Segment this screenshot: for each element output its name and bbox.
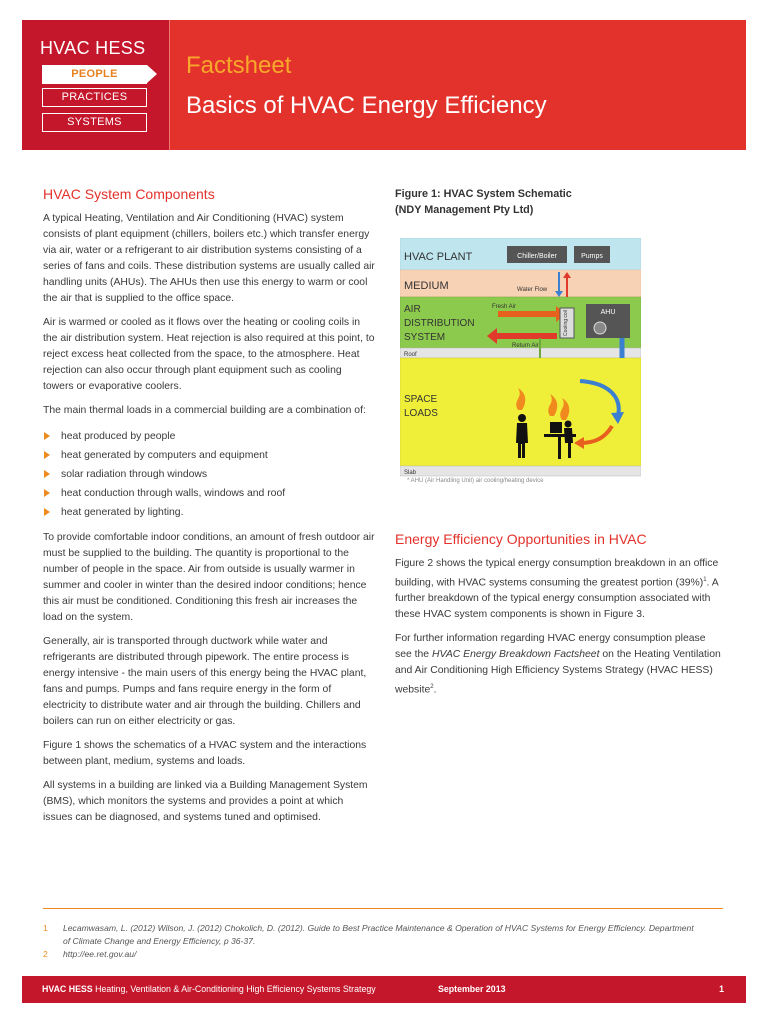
paragraph: The main thermal loads in a commercial building are a combination of: bbox=[43, 405, 366, 416]
footer-strategy: Heating, Ventilation & Air-Conditioning High Efficiency Systems Strategy bbox=[92, 984, 376, 994]
medium-label: MEDIUM bbox=[404, 280, 449, 292]
air-label-1: AIR bbox=[404, 304, 421, 315]
figure-caption-title: Figure 1: HVAC System Schematic bbox=[395, 188, 572, 200]
paragraph: For further information regarding HVAC energy consumption please see the HVAC Energy Breakdown Factsheet on the Heating Ventilation and Air Conditioning High Efficiency Systems Strategy (HVAC HESS) website$^2$. bbox=[395, 633, 721, 696]
bullet-arrow-icon bbox=[44, 451, 50, 459]
figure-caption bbox=[395, 186, 725, 218]
space-label-2: LOADS bbox=[404, 408, 438, 419]
space-label-1: SPACE bbox=[404, 394, 438, 405]
brand-title: HVAC HESS bbox=[40, 38, 146, 58]
footer-brand: HVAC HESS bbox=[42, 984, 93, 994]
plant-label: HVAC PLANT bbox=[404, 251, 473, 263]
bullet-arrow-icon bbox=[44, 432, 50, 440]
paragraph: Figure 1 shows the schematics of a HVAC system and the interactions between plant, medium, systems and loads. bbox=[43, 740, 367, 767]
nav-practices[interactable]: PRACTICES bbox=[42, 88, 147, 107]
footnote-link[interactable]: http://ee.ret.gov.au/ bbox=[63, 949, 137, 959]
list-item: heat generated by computers and equipment bbox=[43, 446, 375, 465]
nav-systems[interactable]: SYSTEMS bbox=[42, 113, 147, 132]
slab-band bbox=[400, 466, 641, 476]
footer-date: September 2013 bbox=[438, 984, 506, 994]
bullet-arrow-icon bbox=[44, 470, 50, 478]
roof-label: Roof bbox=[404, 352, 417, 358]
ahu-label: AHU bbox=[600, 309, 616, 316]
factsheet-reference: HVAC Energy Breakdown Factsheet bbox=[431, 649, 600, 661]
fan-icon bbox=[594, 322, 606, 334]
page-number: 1 bbox=[719, 984, 724, 994]
air-label-3: SYSTEM bbox=[404, 332, 446, 343]
roof-band bbox=[400, 348, 641, 358]
footnote: 2 http://ee.ret.gov.au/ bbox=[43, 949, 137, 959]
page-title: Basics of HVAC Energy Efficiency bbox=[186, 92, 547, 119]
thermal-loads-list bbox=[43, 427, 375, 522]
bullet-arrow-icon bbox=[44, 508, 50, 516]
return-air-label: Return Air bbox=[512, 343, 539, 349]
footnote-divider bbox=[43, 908, 723, 909]
list-item: solar radiation through windows bbox=[43, 465, 375, 484]
paragraph: Generally, air is transported through ductwork while water and refrigerants are distributed through pipework. The entire process is energy intensive - the main users of this energy being the HVAC plant, fans and pumps. Pumps and fans require energy in the form of electricity to distribute water and air through the building. Chillers and boilers can run on either electricity or gas. bbox=[43, 636, 367, 727]
section-heading-opportunities: Energy Efficiency Opportunities in HVAC bbox=[395, 531, 647, 547]
fresh-air-arrow bbox=[498, 311, 558, 317]
paragraph: All systems in a building are linked via a Building Management System (BMS), which monitors the systems and provides a point at which issues can be diagnosed, and systems tuned and optimised. bbox=[43, 780, 368, 823]
page-footer bbox=[22, 976, 746, 1003]
list-item: heat generated by lighting. bbox=[43, 503, 375, 522]
hvac-schematic-figure bbox=[400, 238, 641, 484]
paragraph: Figure 2 shows the typical energy consumption breakdown in an office building, with HVAC systems consuming the greatest portion $(39\%)^1$. A further breakdown of the typical energy consumption associated with these HVAC system components is shown in Figure 3. bbox=[395, 558, 719, 621]
fresh-air-label: Fresh Air bbox=[492, 304, 517, 310]
list-item: heat produced by people bbox=[43, 427, 375, 446]
person-icon bbox=[518, 414, 526, 422]
bullet-arrow-icon bbox=[44, 489, 50, 497]
coil-label: Cooling coil bbox=[563, 310, 569, 336]
chiller-label: Chiller/Boiler bbox=[517, 253, 557, 260]
right-column bbox=[395, 531, 725, 707]
section-heading-components: HVAC System Components bbox=[43, 186, 215, 202]
water-flow-label: Water Flow bbox=[517, 287, 548, 293]
paragraph: A typical Heating, Ventilation and Air Conditioning (HVAC) system consists of plant equipment (chillers, boilers etc.) which transfer energy via air, water or a refrigerant to air distribution systems consisting of a series of fans and coils. These distribution systems are usually called air handling units (AHUs). The AHUs then use this energy to warm or cool the air that is supplied to the office space. bbox=[43, 213, 375, 304]
return-air-arrow bbox=[495, 333, 557, 339]
pumps-label: Pumps bbox=[581, 253, 603, 260]
paragraph: Air is warmed or cooled as it flows over the heating or cooling coils in the air distribution system. Heat rejection is also required at this point, to reject excess heat collected from the space, to the atmosphere. Heat rejection can also occur through plant equipment such as cooling towers or evaporative coolers. bbox=[43, 317, 375, 392]
figure-caption-source: (NDY Management Pty Ltd) bbox=[395, 204, 534, 216]
header-banner bbox=[22, 20, 746, 150]
paragraph: To provide comfortable indoor conditions, an amount of fresh outdoor air must be supplied to the building. The quantity is proportional to the number of people in the space. Air from outside is usually warmer in summer and cooler in winter than the desired indoor conditions; hence this air must be conditioned. Conditioning this fresh air increases the load on the system. bbox=[43, 532, 375, 623]
computer-icon bbox=[550, 422, 562, 433]
slab-label: Slab bbox=[404, 470, 417, 476]
list-item: heat conduction through walls, windows and roof bbox=[43, 484, 375, 503]
nav-people[interactable]: PEOPLE bbox=[42, 65, 147, 84]
figure-note: * AHU (Air Handling Unit) air cooling/heating device bbox=[407, 478, 544, 484]
footnote: 1 Lecamwasam, L. (2012) Wilson, J. (2012) Chokolich, D. (2012). Guide to Best Practice Maintenance & Operation of HVAC Systems for Energy Efficiency. Department of Climate Change and Energy Efficiency, p 36-37. bbox=[43, 923, 694, 946]
left-column bbox=[43, 186, 375, 834]
factsheet-label: Factsheet bbox=[186, 52, 292, 79]
header-nav-panel bbox=[22, 20, 170, 150]
air-label-2: DISTRIBUTION bbox=[404, 318, 475, 329]
